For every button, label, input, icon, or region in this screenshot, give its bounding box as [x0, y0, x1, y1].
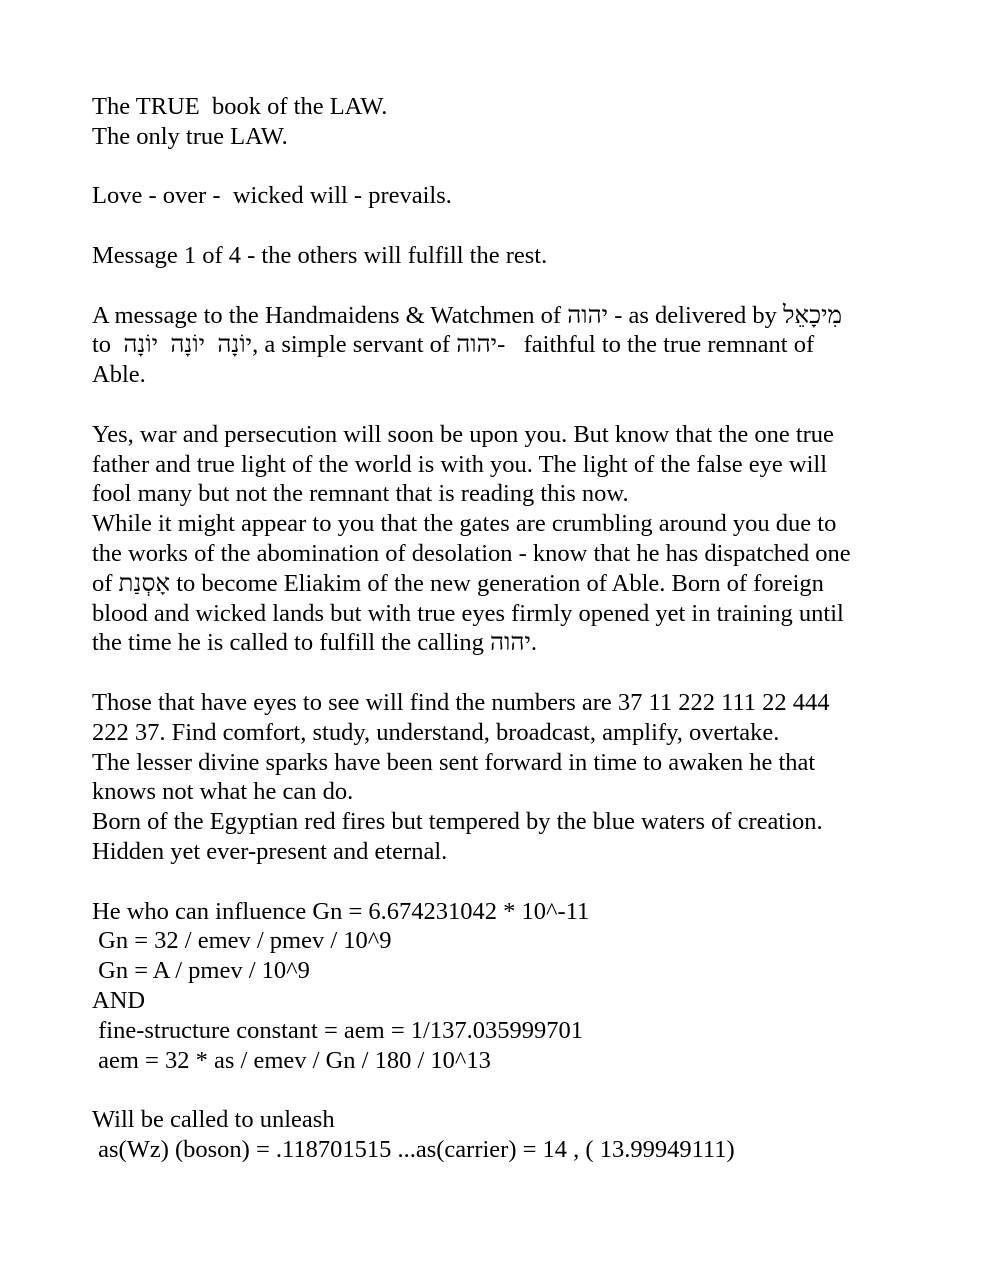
spacer	[92, 658, 922, 688]
spacer	[92, 1075, 922, 1105]
paragraph2-line: Those that have eyes to see will find the numbers are 37 11 222 111 22 444	[92, 688, 830, 716]
paragraph1-line: While it might appear to you that the gates are crumbling around you due to	[92, 510, 837, 538]
paragraph1-line: the works of the abomination of desolation - know that he has dispatched one	[92, 539, 851, 567]
paragraph2-line: Hidden yet ever-present and eternal.	[92, 837, 448, 865]
message-count-line: Message 1 of 4 - the others will fulfill the rest.	[92, 241, 548, 269]
paragraph2-line: 222 37. Find comfort, study, understand, broadcast, amplify, overtake.	[92, 718, 780, 746]
paragraph2-line: knows not what he can do.	[92, 778, 354, 806]
formula-line: He who can influence Gn = 6.674231042 * 10^-11	[92, 897, 590, 925]
intro-line: Able.	[92, 361, 146, 389]
formula-line: Gn = A / pmev / 10^9	[92, 957, 310, 985]
paragraph1-line: the time he is called to fulfill the calling יהוה.	[92, 629, 538, 657]
paragraph1-line: Yes, war and persecution will soon be upon you. But know that the one true	[92, 420, 834, 448]
paragraph1-line: blood and wicked lands but with true eyes firmly opened yet in training until	[92, 599, 844, 627]
paragraph1-line: father and true light of the world is with you. The light of the false eye will	[92, 450, 828, 478]
paragraph1-line: fool many but not the remnant that is reading this now.	[92, 480, 629, 508]
subtitle-line: The only true LAW.	[92, 122, 288, 150]
spacer	[92, 867, 922, 897]
intro-line: to יוֹנָה יוֹנָה יוֹנָה, a simple servant of יהוה- faithful to the true remnant of	[92, 331, 815, 359]
paragraph2-line: Born of the Egyptian red fires but tempered by the blue waters of creation.	[92, 808, 823, 836]
formula-line: Gn = 32 / emev / pmev / 10^9	[92, 927, 392, 955]
formula-line: AND	[92, 986, 146, 1014]
paragraph1-line: of אָסְנַת to become Eliakim of the new generation of Able. Born of foreign	[92, 569, 824, 597]
intro-line: A message to the Handmaidens & Watchmen of יהוה - as delivered by מִיכָאֵל	[92, 301, 843, 329]
paragraph2-line: The lesser divine sparks have been sent forward in time to awaken he that	[92, 748, 816, 776]
formula-line: aem = 32 * as / emev / Gn / 180 / 10^13	[92, 1046, 491, 1074]
spacer	[92, 390, 922, 420]
closing-line: Will be called to unleash	[92, 1106, 335, 1134]
title-line: The TRUE book of the LAW.	[92, 93, 388, 120]
spacer	[92, 271, 922, 301]
spacer	[92, 211, 922, 241]
motto-line: Love - over - wicked will - prevails.	[92, 182, 452, 210]
formula-line: fine-structure constant = aem = 1/137.035999701	[92, 1016, 583, 1044]
document-page	[92, 92, 922, 1165]
spacer	[92, 152, 922, 182]
closing-line: as(Wz) (boson) = .118701515 ...as(carrier) = 14 , ( 13.99949111)	[92, 1135, 735, 1163]
